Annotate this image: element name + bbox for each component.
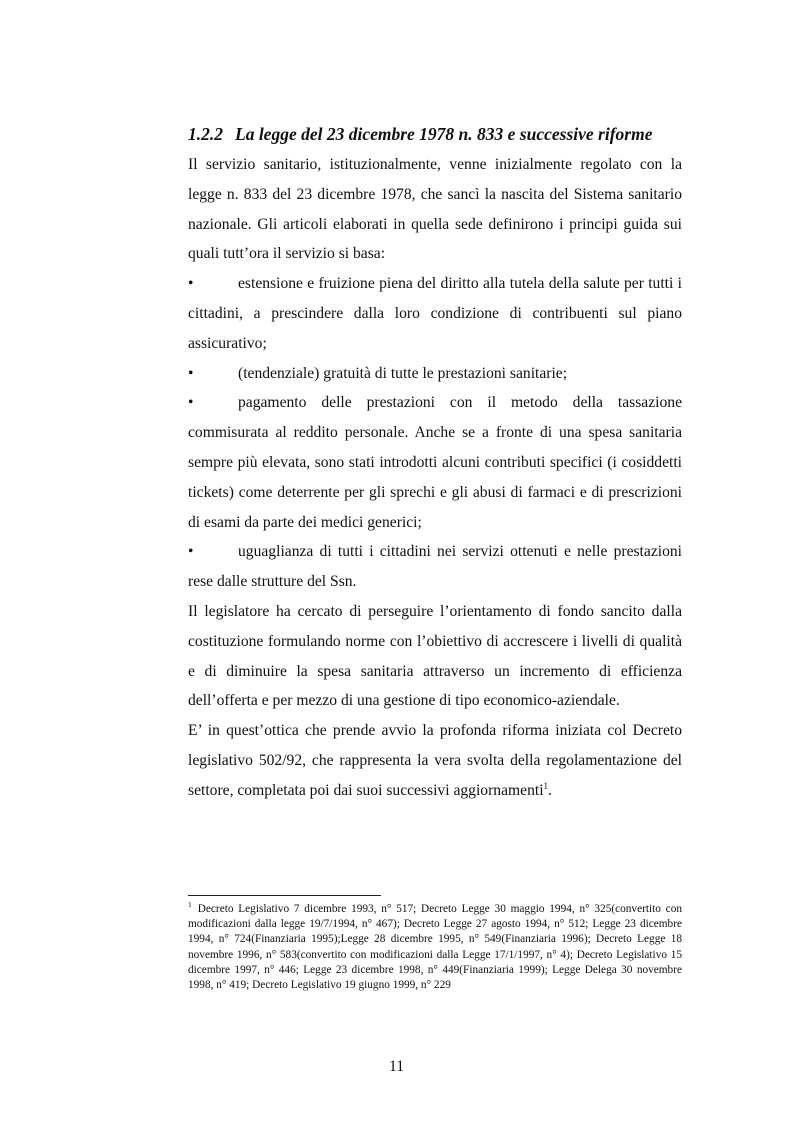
paragraph-intro: Il servizio sanitario, istituzionalmente, venne inizialmente regolato con la legge n. 833 del 23 dicembre 1978, che sancì la nascita del Sistema sanitario nazionale. Gli articoli elaborati in quella sede definirono i principi guida sui quali tutt’ora il servizio si basa: [188, 156, 682, 263]
paragraph-ottica [188, 716, 682, 805]
bullet-text: uguaglianza di tutti i cittadini nei servizi ottenuti e nelle prestazioni rese dalle strutture del Ssn. [188, 543, 682, 591]
footnote-text: Decreto Legislativo 7 dicembre 1993, n° 517; Decreto Legge 30 maggio 1994, n° 325(convertito con modificazioni dalla legge 19/7/1994, n° 467); Decreto Legge 27 agosto 1994, n° 512; Legge 23 dicembre 1994, n° 724(Finanziaria 1995);Legge 28 dicembre 1995, n° 549(Finanziaria 1996); Decreto Legge 18 novembre 1996, n° 583(convertito con modificazioni dalla Legge 17/1/1997, n° 4); Decreto Legislativo 15 dicembre 1997, n° 446; Legge 23 dicembre 1998, n° 449(Finanziaria 1999); Legge Delega 30 novembre 1998, n° 419; Decreto Legislativo 19 giugno 1999, n° 229 [188, 903, 682, 992]
bullet-text: estensione e fruizione piena del diritto alla tutela della salute per tutti i cittadini, a prescindere dalla loro condizione di contribuenti sul piano assicurativo; [188, 275, 682, 352]
bullet-marker: • [188, 543, 194, 561]
page-number: 11 [388, 1058, 404, 1075]
footnote-divider [188, 895, 381, 896]
footnote-reference[interactable]: 1 [543, 780, 549, 791]
section-title: La legge del 23 dicembre 1978 n. 833 e successive riforme [235, 124, 653, 144]
paragraph-ottica-text: E’ in quest’ottica che prende avvio la profonda riforma iniziata col Decreto legislativo 502/92, che rappresenta la vera svolta della regolamentazione del settore, completata poi dai suoi successivi aggiornamenti [188, 722, 682, 799]
bullet-item [188, 269, 682, 358]
bullet-text: (tendenziale) gratuità di tutte le prestazioni sanitarie; [238, 364, 568, 382]
main-content [188, 120, 682, 806]
bullet-marker: • [188, 275, 194, 293]
footnote [188, 902, 682, 993]
bullet-item [188, 537, 682, 597]
bullet-marker: • [188, 394, 194, 412]
bullet-item [188, 388, 682, 537]
paragraph-ottica-end: . [548, 781, 552, 799]
bullet-text: pagamento delle prestazioni con il metodo della tassazione commisurata al reddito personale. Anche se a fronte di una spesa sanitaria sempre più elevata, sono stati introdotti alcuni contributi specifici (i cosiddetti tickets) come deterrente per gli sprechi e gli abusi di farmaci e di prescrizioni di esami da parte dei medici generici; [188, 394, 682, 531]
footnote-number: 1 [188, 900, 192, 910]
section-number: 1.2.2 [188, 124, 223, 144]
bullet-marker: • [188, 364, 194, 382]
paragraph-legislatore: Il legislatore ha cercato di perseguire l’orientamento di fondo sancito dalla costituzione formulando norme con l’obiettivo di accrescere i livelli di qualità e di diminuire la spesa sanitaria attraverso un incremento di efficienza dell’offerta e per mezzo di una gestione di tipo economico-aziendale. [188, 602, 682, 710]
section-heading [188, 120, 682, 148]
bullet-item [188, 359, 682, 389]
